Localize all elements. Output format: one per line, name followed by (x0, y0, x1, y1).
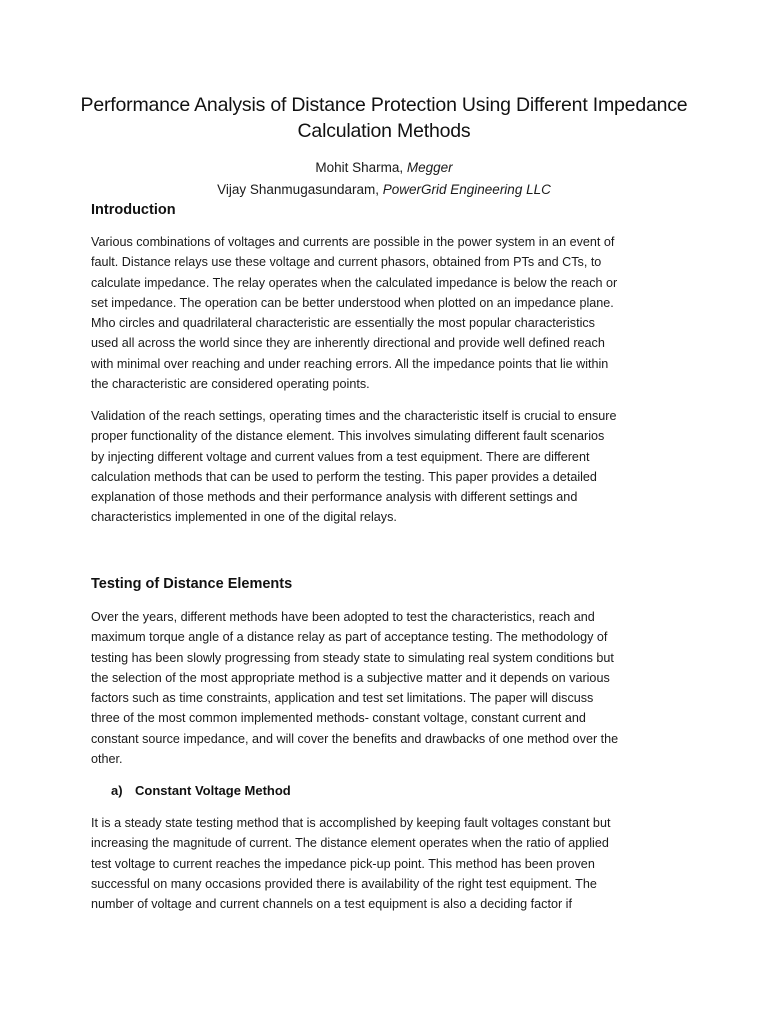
text-line: explanation of those methods and their performance analysis with different settings and (91, 490, 578, 505)
author-1-affiliation: Megger (406, 160, 453, 175)
text-line: three of the most common implemented methods- constant voltage, constant current and (91, 711, 586, 726)
text-line: Mho circles and quadrilateral characteristic are essentially the most popular characteristics (91, 316, 595, 331)
text-line: proper functionality of the distance element. This involves simulating different fault scenarios (91, 429, 605, 444)
text-line: the characteristic are considered operating points. (91, 377, 370, 392)
author-2-name: Vijay Shanmugasundaram, (217, 182, 383, 197)
introduction-paragraph-1 (91, 232, 691, 394)
text-line: It is a steady state testing method that is accomplished by keeping fault voltages constant but (91, 816, 611, 830)
paper-title-line-2: Calculation Methods (297, 120, 471, 142)
text-line: fault. Distance relays use these voltage and current phasors, obtained from PTs and CTs, to (91, 255, 602, 270)
text-line: characteristics implemented in one of the digital relays. (91, 510, 397, 525)
constant-voltage-paragraph (91, 813, 691, 914)
author-1-name: Mohit Sharma, (315, 160, 407, 175)
text-line: number of voltage and current channels on a test equipment is also a deciding factor if (91, 897, 572, 912)
text-line: with minimal over reaching and under reaching errors. All the impedance points that lie within (91, 356, 609, 371)
subsection-heading-constant-voltage (111, 781, 291, 801)
text-line: calculate impedance. The relay operates when the calculated impedance is below the reach or (91, 275, 618, 290)
text-line: by injecting different voltage and current values from a test equipment. There are different (91, 449, 590, 464)
text-line: successful on many occasions provided there is availability of the right test equipment. The (91, 876, 597, 891)
text-line: Various combinations of voltages and currents are possible in the power system in an event of (91, 235, 615, 249)
text-line: test voltage to current reaches the impedance pick-up point. This method has been proven (91, 856, 595, 871)
text-line: increasing the magnitude of current. The distance element operates when the ratio of applied (91, 836, 609, 851)
text-line: testing has been slowly progressing from steady state to simulating real system conditions but (91, 650, 614, 665)
text-line: set impedance. The operation can be better understood when plotted on an impedance plane. (91, 295, 614, 310)
author-2-affiliation: PowerGrid Engineering LLC (382, 182, 551, 197)
text-line: calculation methods that can be used to perform the testing. This paper provides a detailed (91, 469, 597, 484)
section-heading-testing: Testing of Distance Elements (91, 576, 293, 592)
paper-title-line-1: Performance Analysis of Distance Protection Using Different Impedance (80, 94, 688, 116)
text-line: factors such as time constraints, application and test set limitations. The paper will discuss (91, 691, 594, 706)
paper-title (60, 92, 708, 144)
introduction-paragraph-2 (91, 406, 691, 528)
text-line: the selection of the most appropriate method is a subjective matter and it depends on various (91, 670, 610, 685)
subsection-marker: a) (111, 783, 123, 798)
author-block (60, 157, 708, 201)
author-1 (60, 157, 708, 179)
text-line: Validation of the reach settings, operating times and the characteristic itself is crucial to ensure (91, 409, 617, 423)
subsection-title: Constant Voltage Method (135, 783, 291, 798)
author-2 (60, 179, 708, 201)
text-line: constant source impedance, and will cover the benefits and drawbacks of one method over the (91, 731, 619, 746)
testing-paragraph-1 (91, 607, 691, 769)
text-line: Over the years, different methods have been adopted to test the characteristics, reach and (91, 610, 595, 624)
section-heading-introduction: Introduction (91, 202, 176, 218)
text-line: used all across the world since they are inherently directional and provide well defined reach (91, 336, 605, 351)
text-line: other. (91, 752, 123, 767)
text-line: maximum torque angle of a distance relay as part of acceptance testing. The methodology of (91, 630, 608, 645)
